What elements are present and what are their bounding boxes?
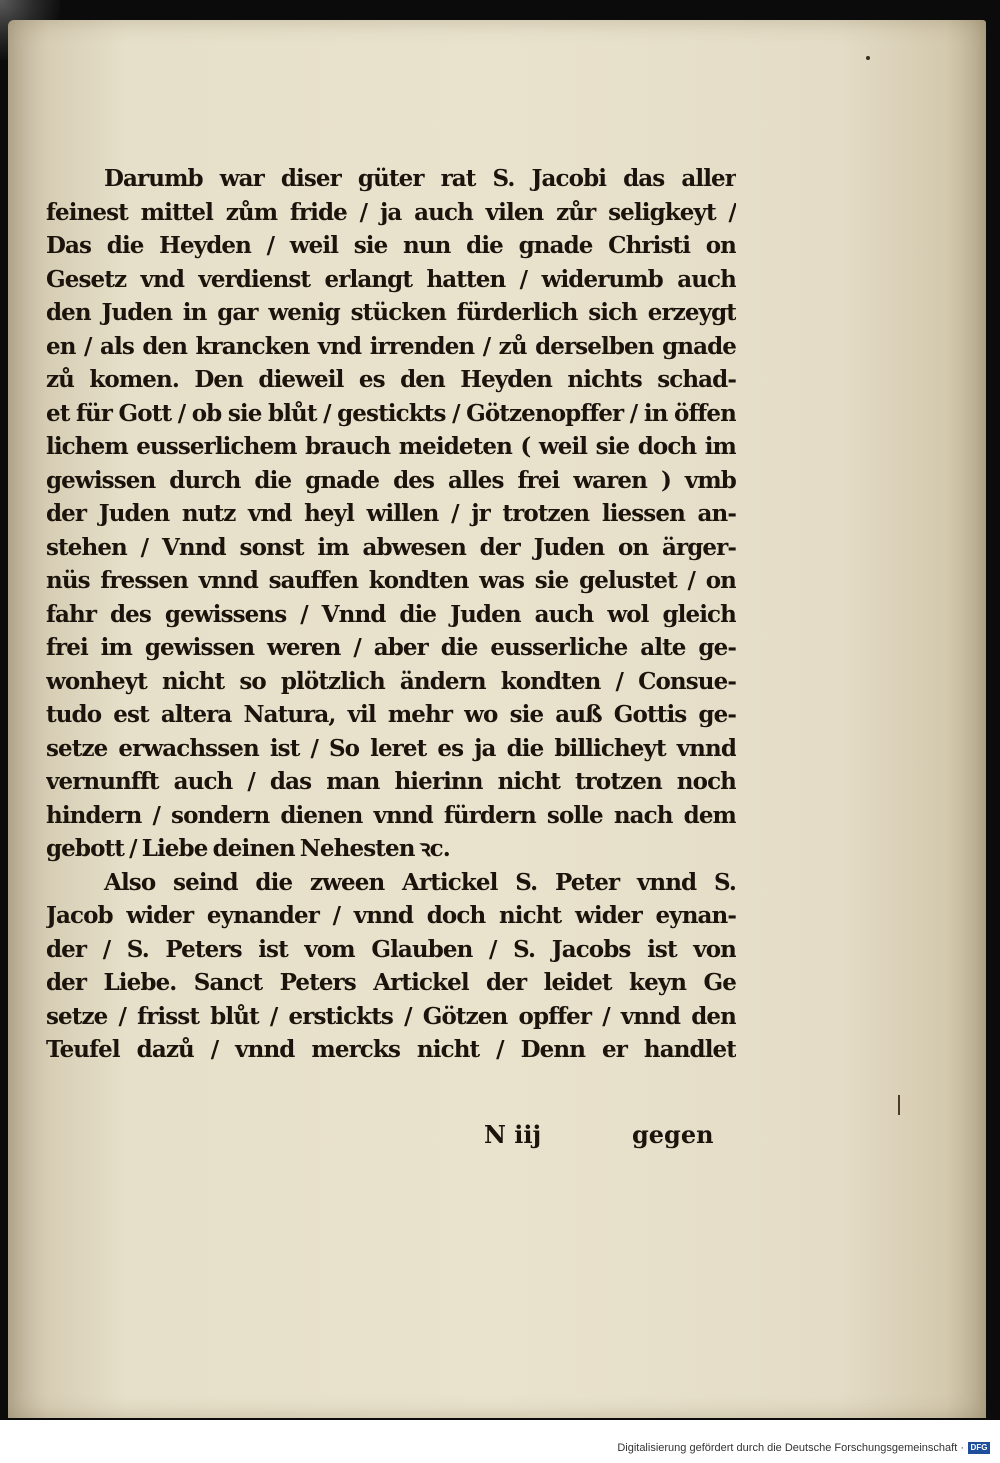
- text-line: nüs fressen vnnd sauffen kondten was sie gelustet / on: [46, 567, 736, 594]
- text-line: der / S. Peters ist vom Glauben / S. Jacobs ist von: [46, 935, 736, 963]
- dfg-logo-icon: DFG: [968, 1442, 990, 1454]
- page-signature-line: [484, 1120, 724, 1160]
- text-line: setze / frisst blůt / erstickts / Götzen opffer / vnnd den: [46, 1002, 736, 1030]
- text-line: Darumb war diser güter rat S. Jacobi das aller: [104, 165, 736, 192]
- text-line: Also seind die zween Artickel S. Peter vnnd S.: [104, 868, 736, 896]
- text-line: setze erwachssen ist / So leret es ja die billicheyt vnnd: [46, 734, 736, 762]
- footer-bar: [0, 1420, 1000, 1463]
- text-line: et für Gott / ob sie blůt / gestickts / Götzenopffer / in öffen: [46, 399, 736, 427]
- text-line: fahr des gewissens / Vnnd die Juden auch wol gleich: [46, 600, 736, 628]
- paper-page: [8, 20, 986, 1418]
- text-line: der Juden nutz vnd heyl willen / jr trotzen liessen an-: [46, 500, 736, 527]
- text-line: Jacob wider eynander / vnnd doch nicht wider eynan-: [46, 902, 736, 929]
- text-line: lichem eusserlichem brauch meideten ( weil sie doch im: [46, 433, 736, 460]
- funding-credit: Digitalisierung gefördert durch die Deutsche Forschungsgemeinschaft ·: [617, 1442, 964, 1454]
- text-line: zů komen. Den dieweil es den Heyden nichts schad-: [46, 366, 736, 393]
- signature-mark: N iij: [484, 1120, 542, 1149]
- text-line: vernunfft auch / das man hierinn nicht trotzen noch: [46, 768, 736, 795]
- text-line: gebott / Liebe deinen Nehesten ꝛc.: [46, 835, 450, 862]
- text-line: frei im gewissen weren / aber die eusserliche alte ge-: [46, 634, 736, 661]
- text-line: Gesetz vnd verdienst erlangt hatten / widerumb auch: [46, 265, 736, 293]
- text-line: en / als den krancken vnd irrenden / zů derselben gnade: [46, 332, 736, 360]
- body-text: [46, 162, 736, 1067]
- text-line: stehen / Vnnd sonst im abwesen der Juden on ärger-: [46, 533, 736, 561]
- text-line: hindern / sondern dienen vnnd fürdern solle nach dem: [46, 801, 736, 829]
- ink-dot-mark: [866, 56, 870, 60]
- text-line: tudo est altera Natura, vil mehr wo sie auß Gottis ge-: [46, 701, 736, 728]
- ink-stray-mark: [898, 1095, 900, 1115]
- text-line: wonheyt nicht so plötzlich ändern kondten / Consue-: [46, 667, 736, 695]
- text-line: gewissen durch die gnade des alles frei waren ) vmb: [46, 466, 736, 494]
- text-line: feinest mittel zům fride / ja auch vilen zůr seligkeyt /: [46, 198, 736, 226]
- catchword: gegen: [632, 1120, 714, 1149]
- text-line: Teufel dazů / vnnd mercks nicht / Denn er handlet: [46, 1036, 736, 1063]
- text-line: Das die Heyden / weil sie nun die gnade Christi on: [46, 232, 736, 259]
- text-line: der Liebe. Sanct Peters Artickel der leidet keyn Ge: [46, 969, 736, 996]
- text-line: den Juden in gar wenig stücken fürderlich sich erzeygt: [46, 299, 736, 326]
